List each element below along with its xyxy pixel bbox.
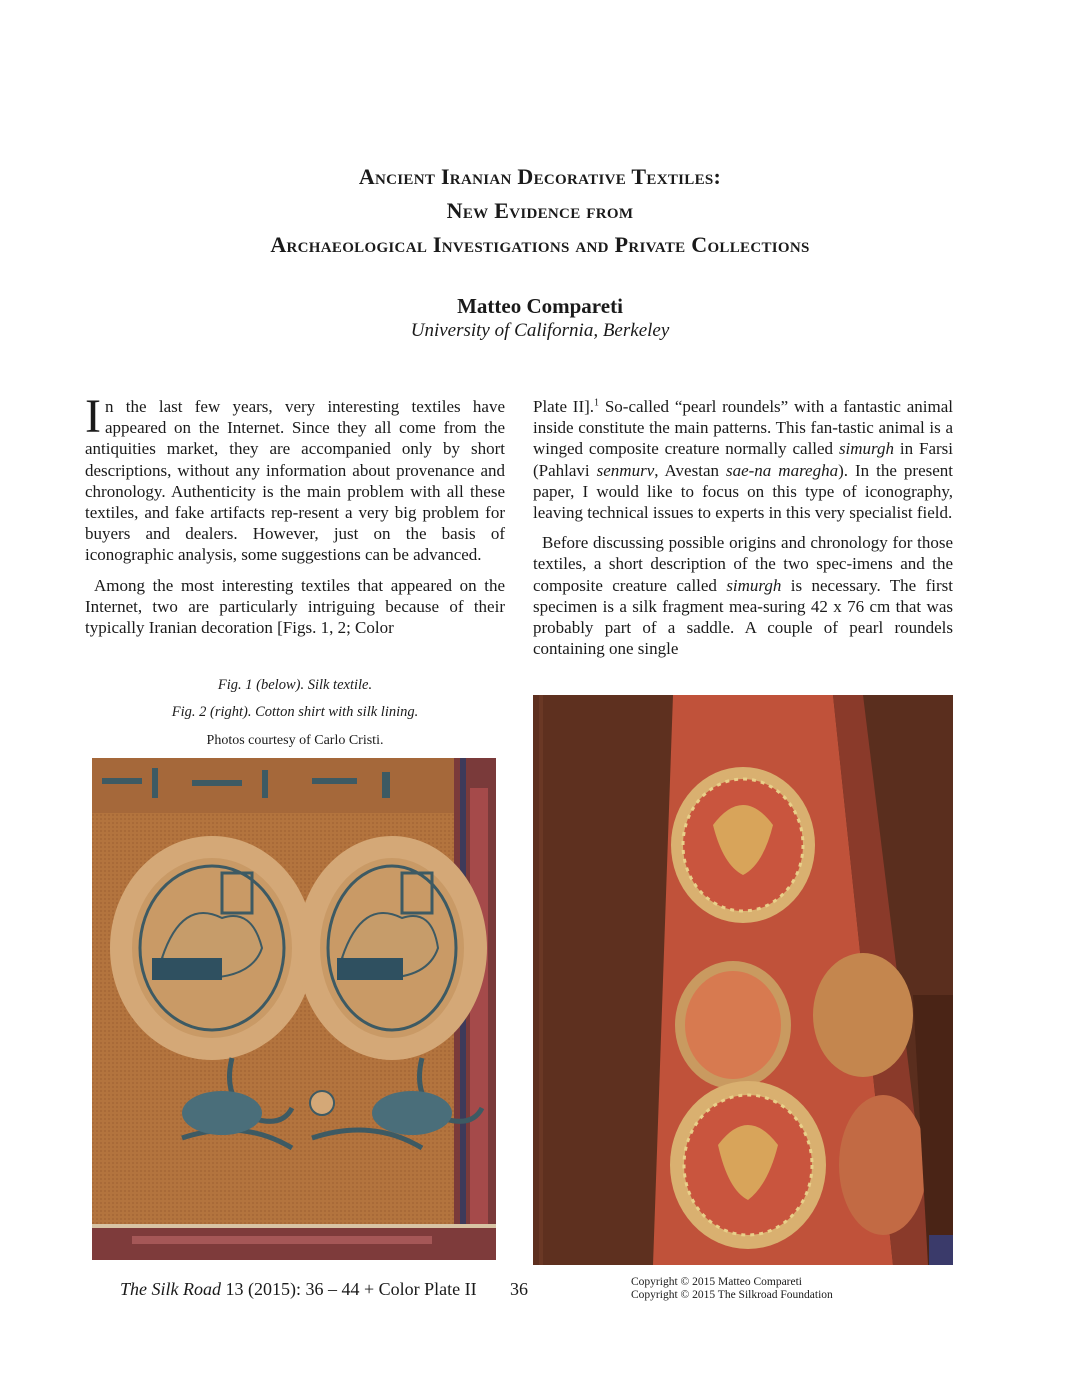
title-line-1: Ancient Iranian Decorative Textiles: [358, 164, 722, 189]
copyright-line-1: Copyright © 2015 Matteo Compareti [631, 1276, 802, 1288]
text-run: So-called “pearl roundels” with a fantastic animal inside constitute the main patterns. This fan-tastic animal is a winged composite creature normally called [533, 397, 954, 459]
term-simurgh: simurgh [726, 575, 782, 595]
text-run: Before discussing possible origins and chronology for those textiles, a short description of the two spec-imens and the composite creature called [533, 533, 953, 595]
left-paragraph-1-text: n the last few years, very interesting textiles have appeared on the Internet. Since they all come from the antiquities market, they are accompanied only by short descriptions, without any information about provenance and chronology. Authenticity is the main problem with all these textiles, and fake artifacts rep-resent a very big problem for buyers and dealers. However, just on the basis of iconographic analysis, some suggestions can be advanced. [85, 397, 505, 565]
cotton-shirt-image [533, 695, 953, 1265]
text-run: , Avestan [654, 460, 726, 480]
page-number: 36 [510, 1279, 528, 1299]
right-column [533, 396, 953, 668]
title-line-3: Archaeological Investigations and Private Collections [270, 232, 810, 257]
text-run: is necessary. The first specimen is a silk fragment mea-suring 42 x 76 cm that was probably part of a saddle. A couple of pearl roundels containing one single [533, 575, 953, 659]
photo-credit: Photos courtesy of Carlo Cristi. [206, 733, 384, 748]
term-saena-maregha: sae-na maregha [725, 460, 839, 480]
figure-captions [85, 672, 505, 756]
copyright-notice [631, 1276, 833, 1302]
author-affiliation: University of California, Berkeley [410, 320, 670, 341]
left-paragraph-1 [85, 390, 505, 566]
text-run: Plate II]. [533, 397, 595, 416]
author-name: Matteo Compareti [457, 294, 623, 318]
copyright-line-2: Copyright © 2015 The Silkroad Foundation [631, 1289, 833, 1301]
term-simurgh: simurgh [838, 439, 895, 459]
footnote-marker[interactable]: 1 [594, 397, 600, 409]
right-paragraph-2 [533, 532, 953, 659]
silk-textile-image [92, 758, 496, 1260]
drop-cap: I [85, 390, 101, 443]
text-run: in Farsi (Pahlavi [533, 439, 953, 480]
left-paragraph-2: Among the most interesting textiles that appeared on the Internet, two are particularly intriguing because of their typically Iranian decoration [Figs. 1, 2; Color [85, 575, 505, 638]
caption-fig-2: Fig. 2 (right). Cotton shirt with silk lining. [171, 704, 419, 720]
caption-fig-1: Fig. 1 (below). Silk textile. [217, 677, 373, 693]
journal-citation [120, 1279, 477, 1300]
figure-2-cotton-shirt [533, 695, 953, 1265]
journal-title: The Silk Road [120, 1279, 221, 1299]
journal-citation-detail: 13 (2015): 36 – 44 + Color Plate II [221, 1279, 477, 1299]
right-paragraph-1 [533, 396, 953, 523]
term-senmurv: senmurv [596, 460, 655, 480]
article-title [0, 160, 1080, 262]
text-run: ). In the present paper, I would like to focus on this type of iconography, leaving technical issues to experts in this very specialist field. [533, 460, 953, 523]
left-column [85, 390, 505, 647]
figure-1-silk-textile [92, 758, 496, 1260]
title-line-2: New Evidence from [446, 198, 634, 223]
